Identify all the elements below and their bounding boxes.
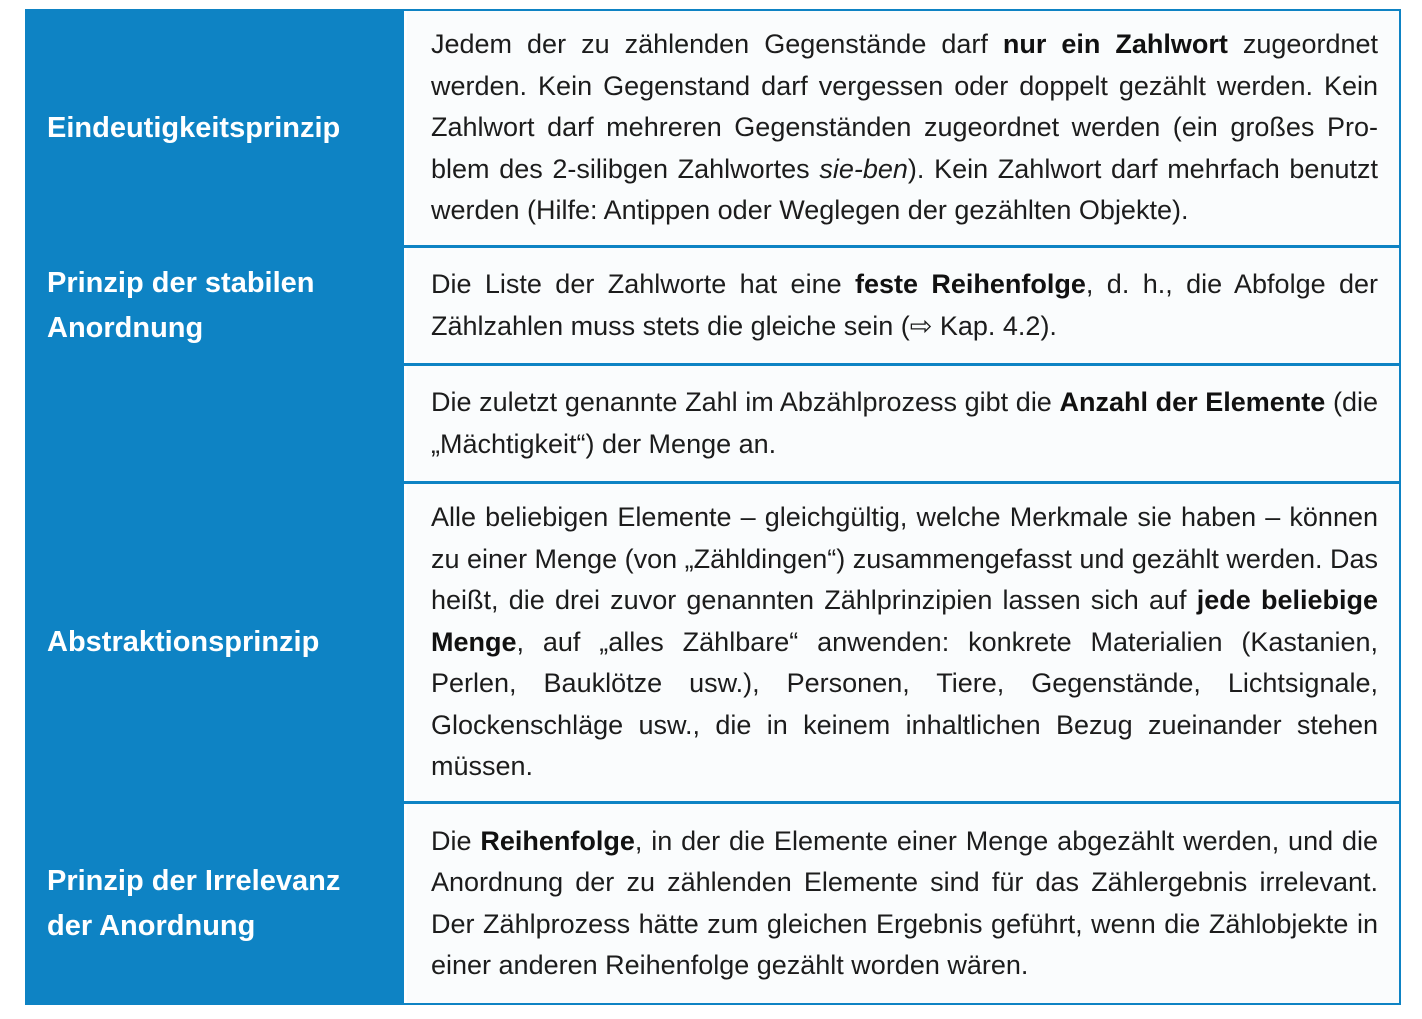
text-run: ). Kein Zahlwort darf mehrfach benutzt werden (Hilfe: Antippen oder Weglegen der gezählten Objekte). <box>431 153 1378 226</box>
table-row <box>25 248 1399 366</box>
label-text: Abstraktionsprinzip <box>47 626 320 658</box>
text-run: zugeordnet werden. Kein Gegenstand darf vergessen oder doppelt gezählt werden. Kein Zahlwort darf mehreren Gegenständen zugeordnet werden (ein großes Problem des 2-silibgen Zahlwortes <box>431 29 1378 184</box>
text-run: , in der die Elemente einer Menge abgezählt werden, und die Anordnung der zu zählenden Elemente sind für das Zählergebnis irrelevant. Der Zählprozess hätte zum gleichen Ergebnis geführt, wenn die Zählobjekte in einer anderen Reihenfolge gezählt worden wären. <box>431 825 1379 980</box>
emphasis-text: jede beliebige Menge <box>431 585 1378 657</box>
label-line: der Anordnung <box>47 909 256 942</box>
description-paragraph <box>431 264 1378 347</box>
text-run: Die <box>431 825 481 856</box>
emphasis-text: Reihenfolge <box>480 825 635 856</box>
table-row <box>25 11 1399 248</box>
table-row <box>25 484 1399 804</box>
description-paragraph <box>431 497 1378 788</box>
text-run: , d. h., die Abfolge der Zählzahlen muss stets die gleiche sein (⇨ Kap. 4.2). <box>431 269 1378 341</box>
row-description <box>407 248 1399 363</box>
row-description <box>407 11 1399 245</box>
label-line: Prinzip der stabilen <box>47 266 315 299</box>
emphasis-text: nur ein Zahlwort <box>1002 29 1228 60</box>
counting-principles-table <box>25 9 1401 1005</box>
label-line: Anordnung <box>47 311 204 344</box>
description-paragraph <box>431 382 1378 465</box>
row-label <box>25 366 407 481</box>
label-line: Prinzip der Irrelevanz <box>47 864 341 897</box>
text-run: Alle beliebigen Elemente – gleichgültig, welche Merkmale sie haben – können zu einer Menge (von „Zähldingen“) zusammengefasst und gezählt werden. Das heißt, die drei zuvor genannten Zählprinzipien lassen sich auf <box>431 502 1379 616</box>
italic-text: sie-ben <box>819 153 908 184</box>
label-text <box>47 261 315 351</box>
text-run: , auf „alles Zählbare“ anwenden: konkrete Materialien (Kastanien, Perlen, Bauklötze usw.), Personen, Tiere, Gegenstände, Lichtsignale, Glockenschläge usw., die in keinem inhaltlichen Bezug zueinander stehen müssen. <box>431 626 1378 782</box>
description-paragraph <box>431 24 1378 232</box>
table-row <box>25 366 1399 484</box>
label-text: Eindeutigkeitsprinzip <box>47 111 341 144</box>
description-paragraph <box>431 821 1378 987</box>
label-text <box>47 859 340 949</box>
text-run: Jedem der zu zählenden Gegenstände darf <box>431 29 1003 60</box>
emphasis-text: Anzahl der Elemente <box>1059 387 1326 417</box>
table-row <box>25 804 1399 1003</box>
row-description <box>407 804 1399 1003</box>
text-run: (die „Mächtigkeit“) der Menge an. <box>431 387 1378 459</box>
row-label <box>25 11 407 245</box>
text-run: Die zuletzt genannte Zahl im Abzählprozess gibt die <box>431 387 1060 417</box>
row-label <box>25 248 407 363</box>
text-run: Die Liste der Zahlworte hat eine <box>431 269 855 299</box>
row-description <box>407 366 1399 481</box>
row-label <box>25 804 407 1003</box>
row-description <box>407 484 1399 801</box>
row-label <box>25 484 407 801</box>
emphasis-text: feste Reihenfolge <box>854 269 1086 299</box>
